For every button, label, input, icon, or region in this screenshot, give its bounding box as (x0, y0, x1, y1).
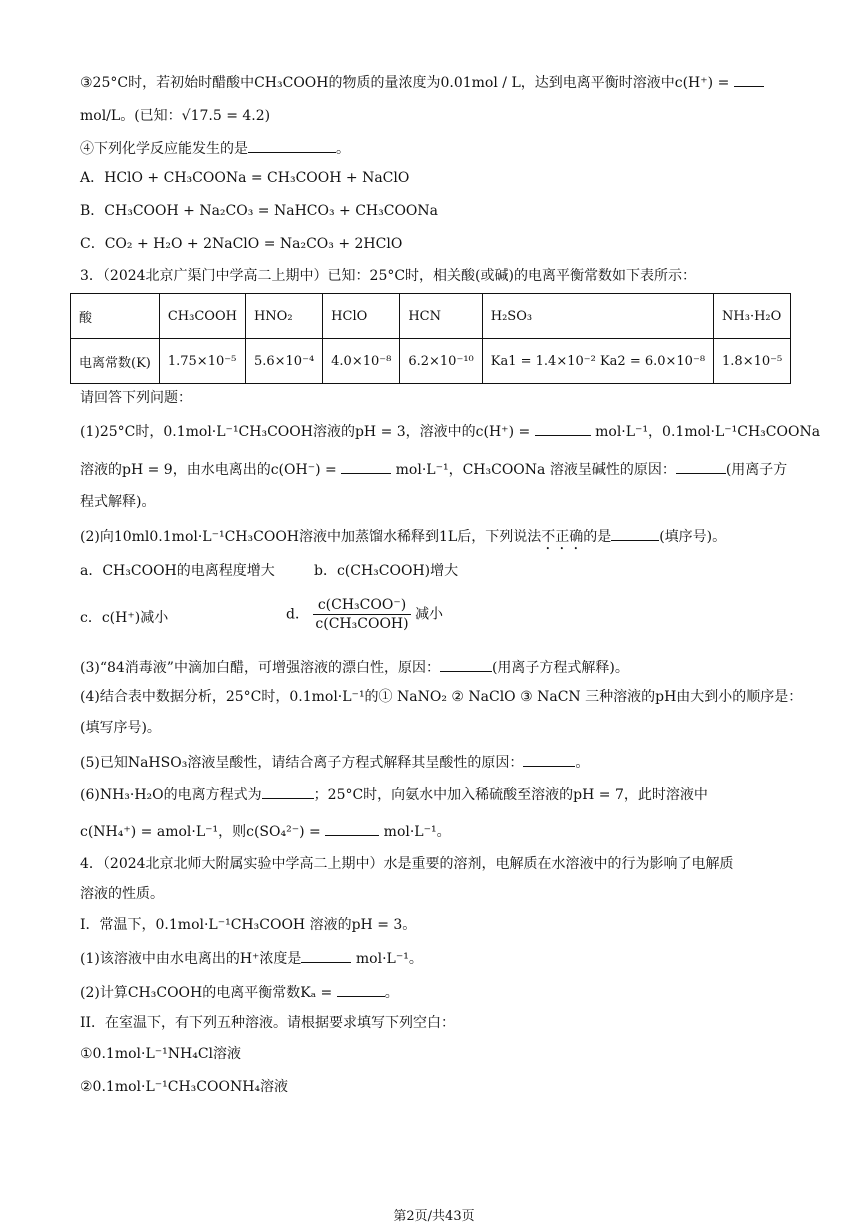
q3-part2-option-a: a．CH₃COOH的电离程度增大 (80, 563, 275, 579)
q3-part2: (2)向10ml0.1mol·L⁻¹CH₃COOH溶液中加蒸馏水稀释到1L后，下列说法不正确的是 (填序号)。 (80, 526, 726, 553)
table-cell: 1.8×10⁻⁵ (714, 339, 791, 384)
table-cell: H₂SO₃ (482, 294, 713, 339)
fraction: $\frac{\text{c(CH₃COO⁻)}}{\text{c(CH₃COOH)}}$ (315, 597, 409, 632)
q3-part4-line1: (4)结合表中数据分析，25°C时，0.1mol·L⁻¹的① NaNO₂ ② NaClO ③ NaCN 三种溶液的pH由大到小的顺序是： (80, 689, 803, 705)
q4-section1-q1: (1)该溶液中由水电离出的H⁺浓度是 mol·L⁻¹。 (80, 948, 423, 969)
q2-item3-line2: mol/L。(已知：√17.5 = 4.2) (80, 108, 271, 124)
q3-part3: (3)“84消毒液”中滴加白醋，可增强溶液的漂白性，原因： (用离子方程式解释)。 (80, 657, 629, 678)
q4-section2-item2: ②0.1mol·L⁻¹CH₃COONH₄溶液 (80, 1079, 289, 1095)
table-cell: 5.6×10⁻⁴ (245, 339, 322, 384)
q3-part1-line3: 程式解释)。 (80, 494, 156, 510)
table-cell: 酸 (71, 294, 160, 339)
q4-section2-item1: ①0.1mol·L⁻¹NH₄Cl溶液 (80, 1046, 242, 1062)
table-cell: HNO₂ (245, 294, 322, 339)
q3-part2-option-b: b．c(CH₃COOH)增大 (314, 563, 459, 579)
q3-prompt: 请回答下列问题： (80, 390, 192, 406)
table-cell: 1.75×10⁻⁵ (159, 339, 245, 384)
q3-part4-line2: (填写序号)。 (80, 720, 161, 736)
answer-blank[interactable] (248, 138, 336, 153)
q4-section1-q2: (2)计算CH₃COOH的电离平衡常数Kₐ = 。 (80, 982, 399, 1003)
answer-blank[interactable] (262, 784, 314, 799)
answer-blank[interactable] (676, 459, 726, 474)
answer-blank[interactable] (301, 948, 351, 963)
table-cell: Ka1 = 1.4×10⁻² Ka2 = 6.0×10⁻⁸ (482, 339, 713, 384)
q4-section1: I．常温下，0.1mol·L⁻¹CH₃COOH 溶液的pH = 3。 (80, 917, 417, 933)
q4-header-line2: 溶液的性质。 (80, 886, 164, 902)
q3-part6-line2: c(NH₄⁺) = amol·L⁻¹，则c(SO₄²⁻) = mol·L⁻¹。 (80, 821, 451, 842)
ionization-constant-table (70, 293, 791, 384)
table-cell: 电离常数(K) (71, 339, 160, 384)
answer-blank[interactable] (611, 526, 659, 541)
q3-part1-line1: (1)25°C时，0.1mol·L⁻¹CH₃COOH溶液的pH = 3，溶液中的c(H⁺) = mol·L⁻¹，0.1mol·L⁻¹CH₃COONa (80, 421, 820, 442)
answer-blank[interactable] (535, 421, 591, 436)
table-cell: HClO (323, 294, 400, 339)
q2-option-a: A．HClO + CH₃COONa = CH₃COOH + NaClO (80, 170, 410, 186)
page-footer: 第2页/共43页 (393, 1209, 475, 1224)
answer-blank[interactable] (325, 821, 379, 836)
q2-item3-line1: ③25°C时，若初始时醋酸中CH₃COOH的物质的量浓度为0.01mol / L，达到电离平衡时溶液中c(H⁺) = (80, 72, 764, 93)
table-cell: CH₃COOH (159, 294, 245, 339)
q3-part2-option-d: d． $\frac{\text{c(CH₃COO⁻)}}{\text{c(CH₃COOH)}}$ 减小 (286, 597, 444, 632)
q4-header-line1: 4．（2024北京北师大附属实验中学高二上期中）水是重要的溶剂，电解质在水溶液中的行为影响了电解质 (80, 856, 734, 872)
table-cell: 4.0×10⁻⁸ (323, 339, 400, 384)
q2-item4: ④下列化学反应能发生的是 。 (80, 138, 350, 159)
answer-blank[interactable] (734, 72, 764, 87)
table-row (71, 294, 791, 339)
table-row (71, 339, 791, 384)
q3-part2-option-c: c．c(H⁺)减小 (80, 610, 169, 626)
q3-header: 3．（2024北京广渠门中学高二上期中）已知：25°C时，相关酸(或碱)的电离平衡常数如下表所示： (80, 268, 696, 284)
table-cell: 6.2×10⁻¹⁰ (400, 339, 482, 384)
answer-blank[interactable] (523, 752, 575, 767)
table-cell: HCN (400, 294, 482, 339)
q3-part5: (5)已知NaHSO₃溶液呈酸性，请结合离子方程式解释其呈酸性的原因： 。 (80, 752, 589, 773)
q4-section2: II．在室温下，有下列五种溶液。请根据要求填写下列空白： (80, 1015, 456, 1031)
answer-blank[interactable] (337, 982, 385, 997)
q2-option-c: C．CO₂ + H₂O + 2NaClO = Na₂CO₃ + 2HClO (80, 236, 403, 252)
q2-option-b: B．CH₃COOH + Na₂CO₃ = NaHCO₃ + CH₃COONa (80, 203, 439, 219)
q3-part1-line2: 溶液的pH = 9，由水电离出的c(OH⁻) = mol·L⁻¹，CH₃COONa 溶液呈碱性的原因： (用离子方 (80, 459, 787, 480)
answer-blank[interactable] (440, 657, 492, 672)
table-cell: NH₃·H₂O (714, 294, 791, 339)
answer-blank[interactable] (341, 459, 391, 474)
q3-part6-line1: (6)NH₃·H₂O的电离方程式为 ；25°C时，向氨水中加入稀硫酸至溶液的pH = 7，此时溶液中 (80, 784, 708, 805)
